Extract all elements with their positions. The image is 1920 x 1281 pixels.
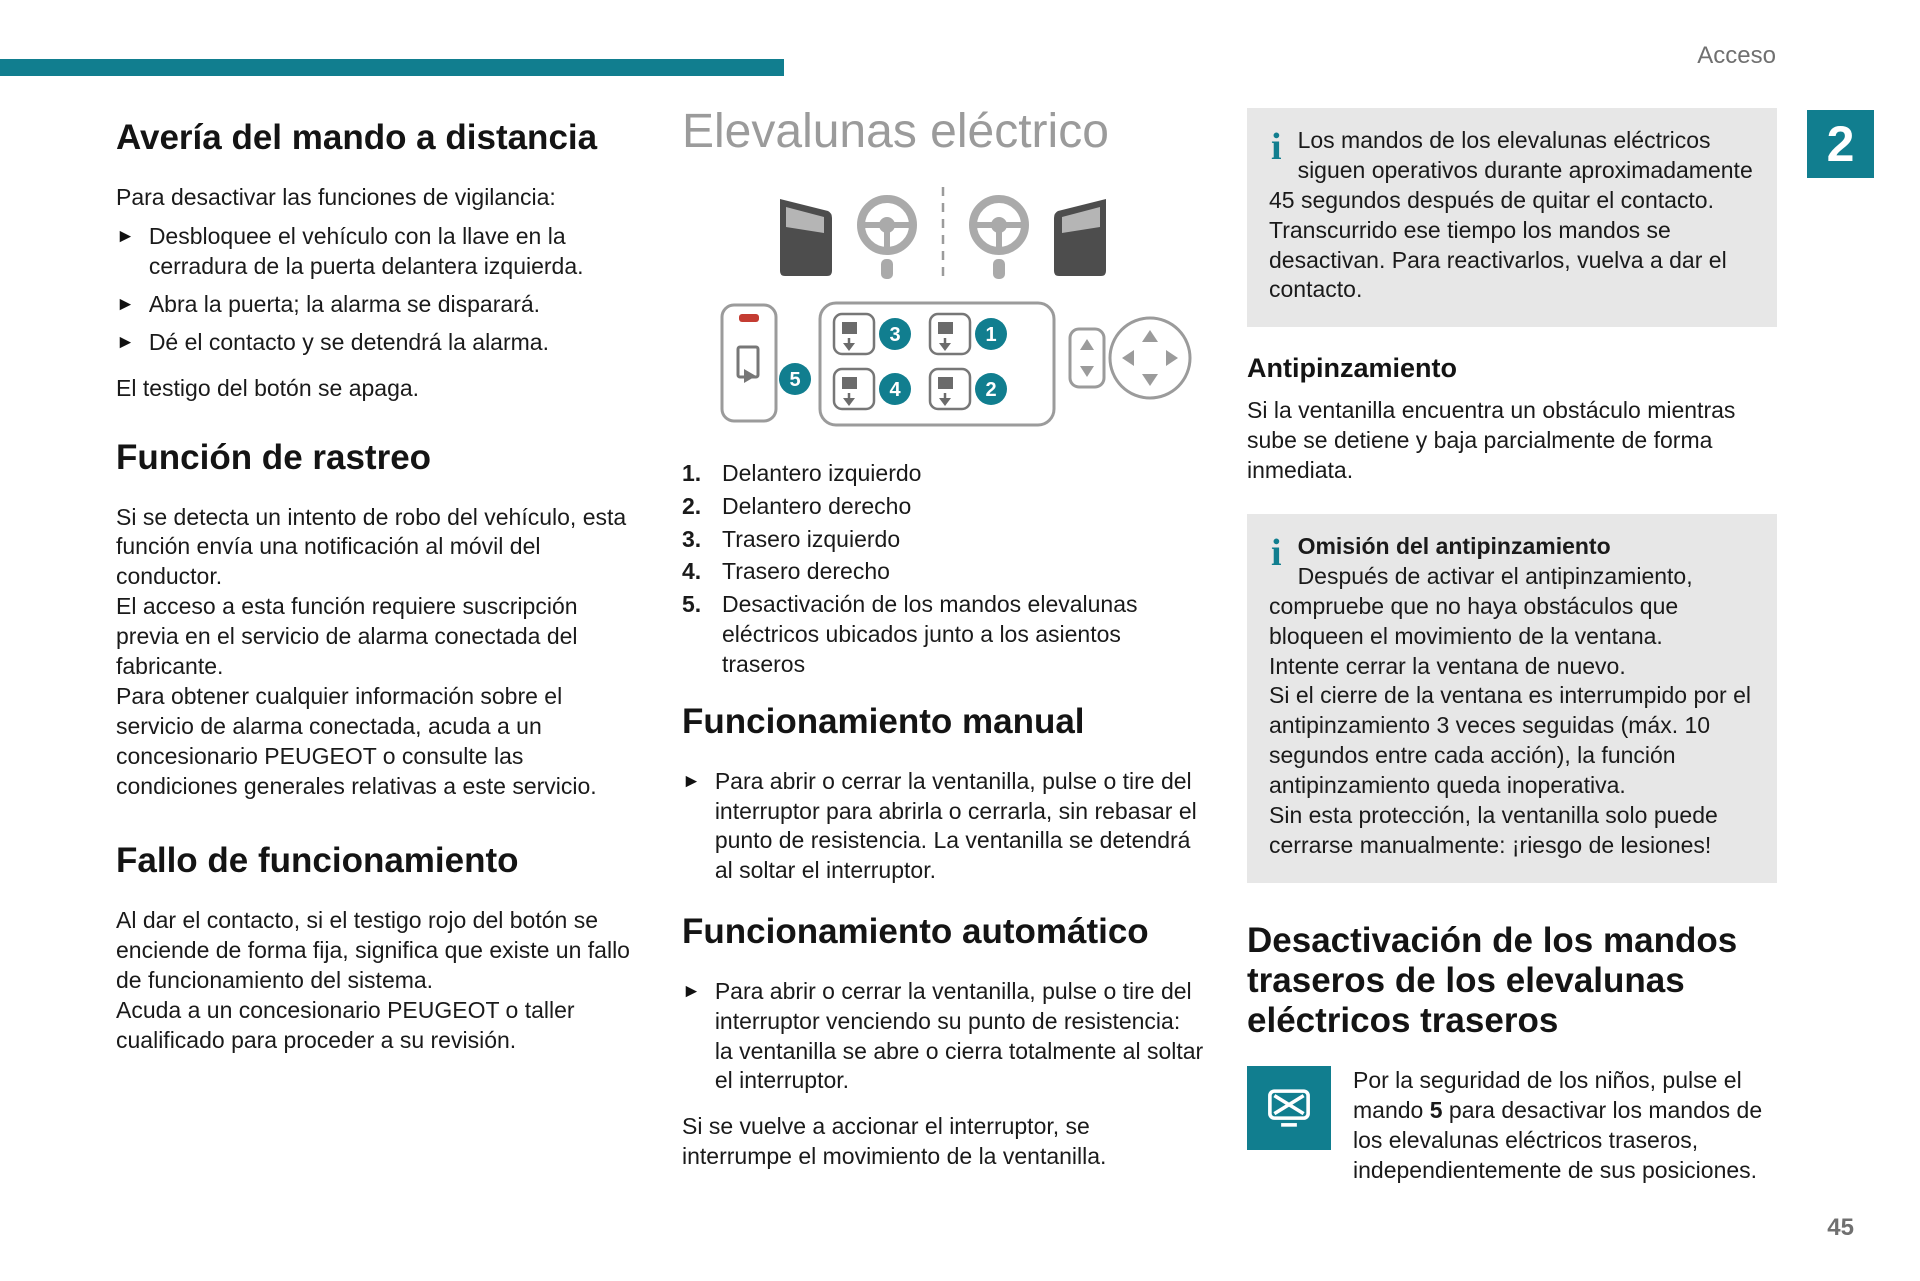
middle-column [682, 106, 1204, 1172]
heading-remote-control-failure: Avería del mando a distancia [116, 118, 598, 157]
paragraph: Acuda a un concesionario PEUGEOT o taller cualificado para proceder a su revisión. [116, 996, 575, 1053]
bullet-text: Para abrir o cerrar la ventanilla, pulse o tire del interruptor venciendo su punto de resistencia: la ventanilla se abre o cierra totalmente al soltar el interruptor. [714, 977, 1204, 1094]
callout-number-4: 4 [889, 378, 901, 401]
bullet-item [116, 290, 630, 320]
child-safety-text-number: 5 [1429, 1097, 1443, 1124]
bullet-text: Dé el contacto y se detendrá la alarma. [148, 329, 549, 356]
legend-item [682, 525, 1204, 555]
left-steering-wheel-icon [861, 199, 913, 279]
legend-item [682, 557, 1204, 587]
legend-text: Delantero izquierdo [722, 459, 922, 486]
front-doors-illustration [780, 187, 1106, 279]
legend-text: Delantero derecho [722, 492, 912, 519]
callout-number-2: 2 [985, 378, 997, 401]
heading-automatic-operation: Funcionamiento automático [682, 912, 1149, 952]
info-text: Los mandos de los elevalunas eléctricos siguen operativos durante aproximadamente 45 segundos después de quitar el contacto. [1269, 127, 1753, 213]
legend-list [682, 459, 1204, 680]
info-icon: i [1271, 126, 1282, 168]
child-safety-note [1247, 1066, 1777, 1186]
bullet-text: Abra la puerta; la alarma se disparará. [148, 291, 541, 318]
legend-text: Trasero izquierdo [722, 525, 901, 552]
top-accent-bar [0, 59, 784, 76]
legend-number: 3. [682, 525, 702, 552]
bullet-arrow-icon: ► [116, 294, 135, 316]
info-icon: i [1271, 532, 1282, 575]
legend-text: Desactivación de los mandos elevalunas eléctricos ubicados junto a los asientos traseros [722, 591, 1138, 678]
legend-text: Trasero derecho [722, 558, 890, 585]
rear-windows-disabled-icon [1247, 1066, 1331, 1150]
heading-rear-controls-deactivation: Desactivación de los mandos traseros de los elevalunas eléctricos traseros [1247, 920, 1738, 1040]
right-steering-wheel-icon [973, 199, 1025, 279]
info-text: Transcurrido ese tiempo los mandos se desactivan. Para reactivarlos, vuelva a dar el contacto. [1269, 216, 1727, 303]
mirror-control-icon [1070, 318, 1190, 398]
page-number: 45 [1827, 1214, 1854, 1241]
legend-item [682, 459, 1204, 489]
switch-panel-illustration [722, 303, 1190, 425]
heading-malfunction: Fallo de funcionamiento [116, 841, 519, 881]
callout-number-1: 1 [985, 323, 997, 346]
page-title-power-windows: Elevalunas eléctrico [682, 105, 1109, 158]
paragraph-note: Si se vuelve a accionar el interruptor, se interrumpe el movimiento de la ventanilla. [682, 1113, 1107, 1170]
child-safety-text-pre: Por la seguridad de los niños, pulse el mando [1353, 1067, 1742, 1124]
info-box-window-timeout [1247, 108, 1777, 327]
info-title: Omisión del antipinzamiento [1297, 533, 1611, 560]
window-switch-icon [834, 314, 874, 354]
info-text: Si el cierre de la ventana es interrumpido por el antipinzamiento 3 veces seguidas (máx. 10 segundos entre cada acción), la función antipinzamiento queda inoperativa. [1269, 682, 1751, 799]
paragraph: Al dar el contacto, si el testigo rojo del botón se enciende de forma fija, significa que existe un fallo de funcionamiento del sistema. [116, 907, 630, 993]
bullet-text: Para abrir o cerrar la ventanilla, pulse o tire del interruptor para abrirla o cerrarla, sin rebasar el punto de resistencia. La ventanilla se detendrá al soltar el interruptor. [714, 767, 1197, 884]
bullet-item [682, 767, 1204, 887]
callout-number-5: 5 [789, 368, 801, 391]
legend-number: 4. [682, 558, 702, 585]
legend-item [682, 492, 1204, 522]
paragraph: El acceso a esta función requiere suscripción previa en el servicio de alarma conectada del fabricante. [116, 593, 578, 679]
bullet-item [116, 222, 630, 282]
child-safety-text-post: para desactivar los mandos de los elevalunas eléctricos traseros, independientemente de sus posiciones. [1353, 1097, 1763, 1184]
legend-number: 1. [682, 459, 702, 486]
paragraph: Si se detecta un intento de robo del vehículo, esta función envía una notificación al móvil del conductor. [116, 503, 627, 590]
heading-tracking-function: Función de rastreo [116, 437, 432, 477]
paragraph-note: El testigo del botón se apaga. [116, 375, 420, 402]
window-switch-icon [930, 369, 970, 409]
paragraph: Si la ventanilla encuentra un obstáculo mientras sube se detiene y baja parcialmente de forma inmediata. [1247, 397, 1736, 484]
bullet-arrow-icon: ► [682, 980, 701, 1002]
bullet-text: Desbloquee el vehículo con la llave en la cerradura de la puerta delantera izquierda. [148, 223, 584, 280]
right-column [1247, 108, 1777, 1186]
rear-console-icon [722, 305, 776, 421]
bullet-arrow-icon: ► [682, 770, 701, 792]
indicator-led [739, 314, 759, 322]
child-safety-text [1353, 1066, 1777, 1186]
heading-antipinch: Antipinzamiento [1247, 353, 1457, 384]
power-windows-diagram [682, 183, 1204, 435]
bullet-item [682, 977, 1204, 1097]
legend-item [682, 590, 1204, 680]
window-switch-icon [834, 369, 874, 409]
paragraph-intro: Para desactivar las funciones de vigilancia: [116, 183, 556, 210]
bullet-arrow-icon: ► [116, 332, 135, 354]
bullet-item [116, 328, 630, 358]
legend-number: 2. [682, 492, 702, 519]
chapter-tab [1807, 110, 1874, 178]
callout-number-3: 3 [889, 323, 901, 346]
window-switch-icon [930, 314, 970, 354]
bullet-arrow-icon: ► [116, 226, 135, 248]
left-column [116, 118, 630, 1055]
info-text: Sin esta protección, la ventanilla solo puede cerrarse manualmente: ¡riesgo de lesiones! [1269, 802, 1718, 858]
info-text: Intente cerrar la ventana de nuevo. [1269, 652, 1626, 679]
info-text: Después de activar el antipinzamiento, compruebe que no haya obstáculos que bloqueen el movimiento de la ventana. [1269, 562, 1693, 649]
legend-number: 5. [682, 591, 702, 618]
header-section-label: Acceso [1697, 42, 1776, 69]
info-box-antipinch-override [1247, 514, 1777, 883]
chapter-number: 2 [1826, 116, 1855, 172]
paragraph: Para obtener cualquier información sobre el servicio de alarma conectada, acuda a un concesionario PEUGEOT o consulte las condiciones generales relativas a este servicio. [116, 682, 597, 799]
heading-manual-operation: Funcionamiento manual [682, 702, 1085, 742]
